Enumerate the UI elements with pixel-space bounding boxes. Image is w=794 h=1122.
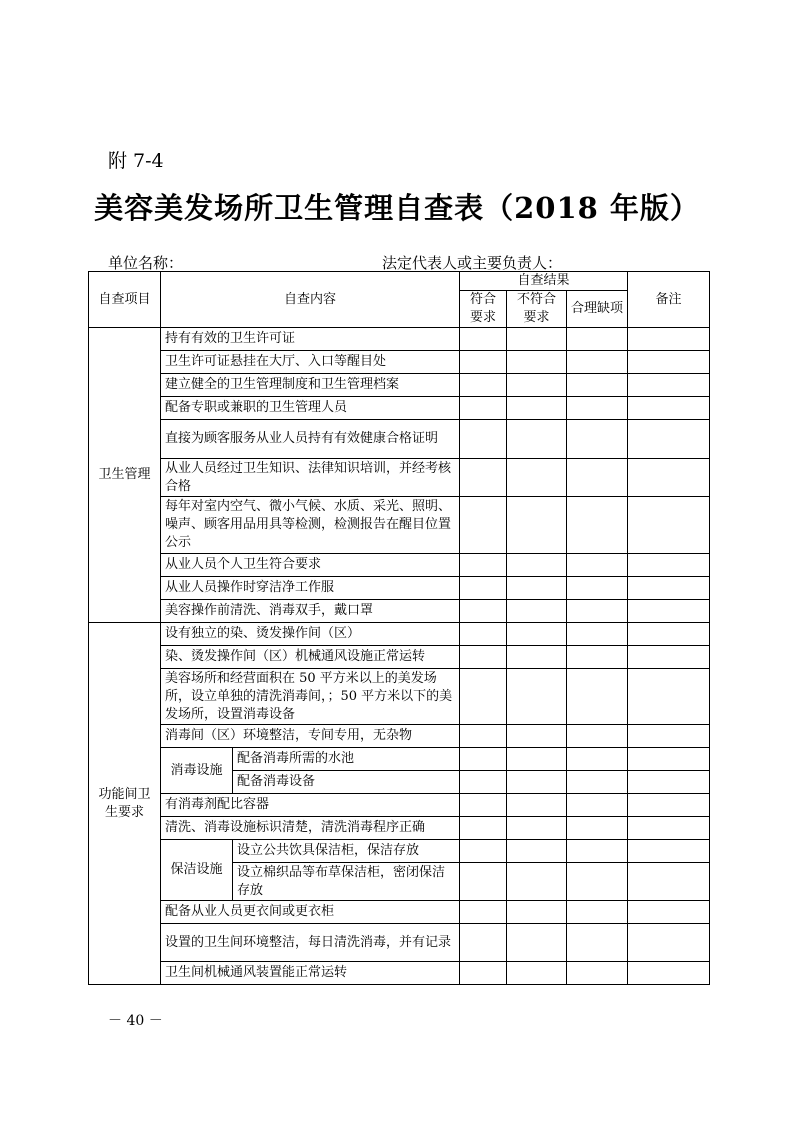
remarks-cell[interactable] <box>628 328 710 351</box>
table-row: 配备从业人员更衣间或更衣柜 <box>161 901 460 924</box>
table-row: 设立公共饮具保洁柜，保洁存放 <box>233 840 460 863</box>
missing-cell[interactable] <box>567 351 628 374</box>
table-row: 持有有效的卫生许可证 <box>161 328 460 351</box>
header-remarks: 备注 <box>628 272 710 328</box>
remarks-cell[interactable] <box>628 623 710 646</box>
noncompliant-cell[interactable] <box>507 459 567 497</box>
remarks-cell[interactable] <box>628 669 710 725</box>
missing-cell[interactable] <box>567 646 628 669</box>
legal-representative-label: 法定代表人或主要负责人： <box>382 254 563 272</box>
missing-cell[interactable] <box>567 725 628 748</box>
compliant-cell[interactable] <box>460 420 507 459</box>
missing-cell[interactable] <box>567 924 628 962</box>
cleaning-facilities-label: 保洁设施 <box>161 840 233 901</box>
compliant-cell[interactable] <box>460 351 507 374</box>
missing-cell[interactable] <box>567 497 628 554</box>
noncompliant-cell[interactable] <box>507 351 567 374</box>
remarks-cell[interactable] <box>628 497 710 554</box>
missing-cell[interactable] <box>567 420 628 459</box>
remarks-cell[interactable] <box>628 962 710 985</box>
table-row: 从业人员操作时穿洁净工作服 <box>161 577 460 600</box>
remarks-cell[interactable] <box>628 748 710 771</box>
table-row: 从业人员个人卫生符合要求 <box>161 554 460 577</box>
missing-cell[interactable] <box>567 901 628 924</box>
missing-cell[interactable] <box>567 669 628 725</box>
remarks-cell[interactable] <box>628 771 710 794</box>
noncompliant-cell[interactable] <box>507 924 567 962</box>
table-row: 卫生许可证悬挂在大厅、入口等醒目处 <box>161 351 460 374</box>
page-number: － 40 － <box>108 1013 163 1029</box>
noncompliant-cell[interactable] <box>507 623 567 646</box>
remarks-cell[interactable] <box>628 924 710 962</box>
compliant-cell[interactable] <box>460 577 507 600</box>
noncompliant-cell[interactable] <box>507 901 567 924</box>
section-project-label: 功能间卫生要求 <box>89 623 161 985</box>
noncompliant-cell[interactable] <box>507 497 567 554</box>
missing-cell[interactable] <box>567 817 628 840</box>
compliant-cell[interactable] <box>460 794 507 817</box>
noncompliant-cell[interactable] <box>507 646 567 669</box>
table-row: 设立棉织品等布草保洁柜，密闭保洁存放 <box>233 863 460 901</box>
table-row: 配备专职或兼职的卫生管理人员 <box>161 397 460 420</box>
noncompliant-cell[interactable] <box>507 577 567 600</box>
missing-cell[interactable] <box>567 328 628 351</box>
header-content: 自查内容 <box>161 272 460 328</box>
noncompliant-cell[interactable] <box>507 669 567 725</box>
table-row: 每年对室内空气、微小气候、水质、采光、照明、噪声、顾客用品用具等检测，检测报告在醒目位置公示 <box>161 497 460 554</box>
compliant-cell[interactable] <box>460 669 507 725</box>
remarks-cell[interactable] <box>628 817 710 840</box>
table-row: 染、烫发操作间（区）机械通风设施正常运转 <box>161 646 460 669</box>
compliant-cell[interactable] <box>460 924 507 962</box>
remarks-cell[interactable] <box>628 351 710 374</box>
header-reasonable-missing: 合理缺项 <box>567 291 628 328</box>
noncompliant-cell[interactable] <box>507 725 567 748</box>
noncompliant-cell[interactable] <box>507 962 567 985</box>
noncompliant-cell[interactable] <box>507 420 567 459</box>
noncompliant-cell[interactable] <box>507 794 567 817</box>
compliant-cell[interactable] <box>460 817 507 840</box>
compliant-cell[interactable] <box>460 840 507 863</box>
header-compliant: 符合要求 <box>460 291 507 328</box>
noncompliant-cell[interactable] <box>507 863 567 901</box>
remarks-cell[interactable] <box>628 863 710 901</box>
header-result-group: 自查结果 <box>460 272 628 291</box>
remarks-cell[interactable] <box>628 420 710 459</box>
section-project-label: 卫生管理 <box>89 328 161 623</box>
page-title: 美容美发场所卫生管理自查表（2018 年版） <box>94 191 700 225</box>
header-noncompliant: 不符合要求 <box>507 291 567 328</box>
table-row: 配备消毒所需的水池 <box>233 748 460 771</box>
disinfection-facilities-label: 消毒设施 <box>161 748 233 794</box>
missing-cell[interactable] <box>567 577 628 600</box>
remarks-cell[interactable] <box>628 794 710 817</box>
remarks-cell[interactable] <box>628 725 710 748</box>
compliant-cell[interactable] <box>460 748 507 771</box>
table-row: 配备消毒设备 <box>233 771 460 794</box>
table-row: 美容场所和经营面积在 50 平方米以上的美发场所，设立单独的清洗消毒间，；50 平方米以下的美发场所，设置消毒设备 <box>161 669 460 725</box>
remarks-cell[interactable] <box>628 374 710 397</box>
compliant-cell[interactable] <box>460 771 507 794</box>
compliant-cell[interactable] <box>460 600 507 623</box>
noncompliant-cell[interactable] <box>507 397 567 420</box>
table-row: 卫生间机械通风装置能正常运转 <box>161 962 460 985</box>
noncompliant-cell[interactable] <box>507 328 567 351</box>
table-row: 建立健全的卫生管理制度和卫生管理档案 <box>161 374 460 397</box>
table-row: 设置的卫生间环境整洁，每日清洗消毒，并有记录 <box>161 924 460 962</box>
unit-name-label: 单位名称： <box>108 254 184 272</box>
compliant-cell[interactable] <box>460 901 507 924</box>
table-row: 消毒间（区）环境整洁，专间专用，无杂物 <box>161 725 460 748</box>
missing-cell[interactable] <box>567 962 628 985</box>
noncompliant-cell[interactable] <box>507 771 567 794</box>
noncompliant-cell[interactable] <box>507 600 567 623</box>
table-row: 清洗、消毒设施标识清楚，清洗消毒程序正确 <box>161 817 460 840</box>
remarks-cell[interactable] <box>628 840 710 863</box>
attachment-label: 附 7-4 <box>108 150 164 172</box>
remarks-cell[interactable] <box>628 459 710 497</box>
compliant-cell[interactable] <box>460 863 507 901</box>
missing-cell[interactable] <box>567 374 628 397</box>
compliant-cell[interactable] <box>460 623 507 646</box>
missing-cell[interactable] <box>567 459 628 497</box>
compliant-cell[interactable] <box>460 554 507 577</box>
compliant-cell[interactable] <box>460 459 507 497</box>
header-project: 自查项目 <box>89 272 161 328</box>
compliant-cell[interactable] <box>460 328 507 351</box>
table-row: 直接为顾客服务从业人员持有有效健康合格证明 <box>161 420 460 459</box>
compliant-cell[interactable] <box>460 725 507 748</box>
table-row: 设有独立的染、烫发操作间（区） <box>161 623 460 646</box>
noncompliant-cell[interactable] <box>507 817 567 840</box>
compliant-cell[interactable] <box>460 646 507 669</box>
noncompliant-cell[interactable] <box>507 374 567 397</box>
noncompliant-cell[interactable] <box>507 554 567 577</box>
missing-cell[interactable] <box>567 554 628 577</box>
remarks-cell[interactable] <box>628 600 710 623</box>
table-row: 美容操作前清洗、消毒双手，戴口罩 <box>161 600 460 623</box>
compliant-cell[interactable] <box>460 374 507 397</box>
missing-cell[interactable] <box>567 794 628 817</box>
noncompliant-cell[interactable] <box>507 840 567 863</box>
missing-cell[interactable] <box>567 397 628 420</box>
self-inspection-table <box>88 271 710 985</box>
table-row: 有消毒剂配比容器 <box>161 794 460 817</box>
compliant-cell[interactable] <box>460 962 507 985</box>
remarks-cell[interactable] <box>628 646 710 669</box>
remarks-cell[interactable] <box>628 901 710 924</box>
remarks-cell[interactable] <box>628 397 710 420</box>
remarks-cell[interactable] <box>628 554 710 577</box>
remarks-cell[interactable] <box>628 577 710 600</box>
compliant-cell[interactable] <box>460 397 507 420</box>
missing-cell[interactable] <box>567 600 628 623</box>
table-row: 从业人员经过卫生知识、法律知识培训，并经考核合格 <box>161 459 460 497</box>
noncompliant-cell[interactable] <box>507 748 567 771</box>
missing-cell[interactable] <box>567 840 628 863</box>
compliant-cell[interactable] <box>460 497 507 554</box>
missing-cell[interactable] <box>567 748 628 771</box>
missing-cell[interactable] <box>567 771 628 794</box>
missing-cell[interactable] <box>567 623 628 646</box>
missing-cell[interactable] <box>567 863 628 901</box>
